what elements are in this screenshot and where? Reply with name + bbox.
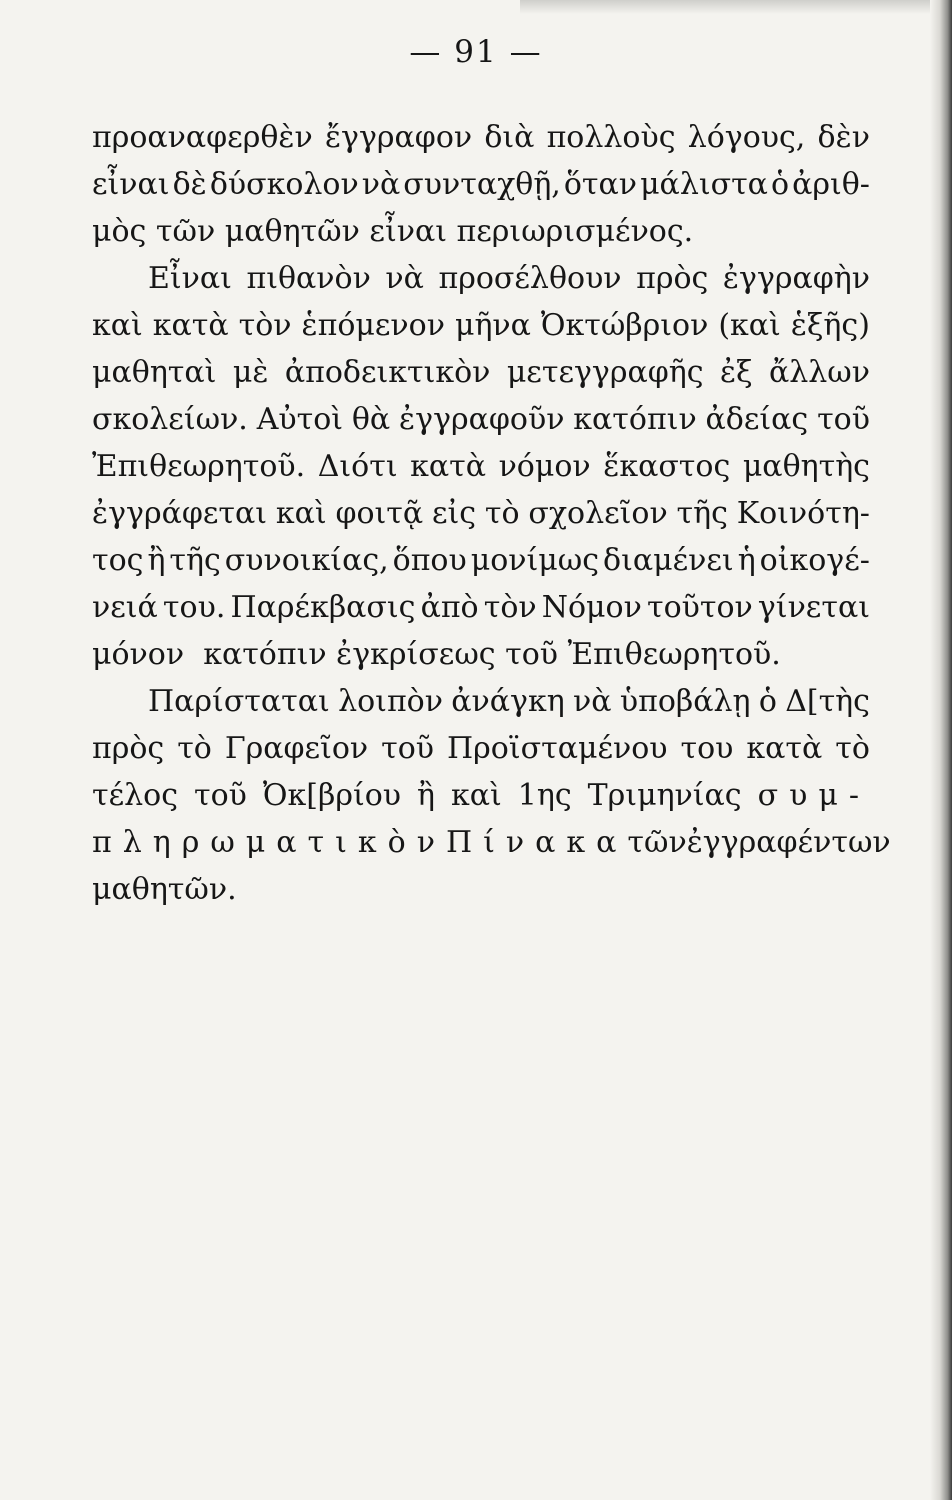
word: νὰ — [361, 167, 401, 202]
word: κατόπιν — [203, 637, 327, 672]
text-line — [92, 819, 891, 866]
word: Δ[τὴς — [785, 684, 870, 719]
word: ἄλλων — [768, 355, 870, 390]
word: τὸν — [483, 590, 537, 625]
word: ἢ — [417, 778, 435, 813]
body-text — [92, 114, 891, 913]
word: διαμένει — [603, 543, 734, 578]
word: σκολείων. — [92, 402, 248, 437]
text-line — [92, 302, 870, 349]
word: προσέλθουν — [438, 261, 622, 296]
text-line — [92, 631, 870, 678]
word: Γραφεῖον — [224, 731, 369, 766]
word: καὶ — [275, 496, 327, 531]
text-line — [92, 208, 870, 255]
word: δύσκολον — [209, 167, 359, 202]
text-line — [92, 678, 870, 725]
word: τῆς — [169, 543, 221, 578]
word: κατόπιν — [573, 402, 697, 437]
word: μόνον — [92, 637, 185, 672]
word: πολλοὺς — [546, 120, 676, 155]
word: ἐγγραφέντων — [686, 825, 891, 860]
text-line — [92, 161, 870, 208]
word: μετεγγραφῆς — [506, 355, 704, 390]
text-line — [92, 537, 870, 584]
word: τῆς — [676, 496, 728, 531]
word: συνταχθῇ, — [403, 167, 561, 202]
text-line — [92, 725, 870, 772]
word: νειά — [92, 590, 158, 625]
word: ἀποδεικτικὸν — [284, 355, 491, 390]
word: ἕκαστος — [603, 449, 731, 484]
page-number: — 91 — — [409, 34, 543, 70]
word: μονίμως — [470, 543, 600, 578]
word: ὁ — [758, 684, 777, 719]
word: ὑποβάλῃ — [619, 684, 751, 719]
word: Παρέκβασις — [230, 590, 416, 625]
word: Παρίσταται — [148, 684, 330, 719]
word: του — [680, 731, 734, 766]
word: κατὰ — [746, 731, 823, 766]
word: ἐξ — [719, 355, 753, 390]
word: Προϊσταμένου — [447, 731, 668, 766]
word: Ὀκ[βρίου — [262, 778, 402, 813]
word: γίνεται — [757, 590, 870, 625]
word: καὶ — [92, 308, 143, 343]
word: καὶ — [451, 778, 502, 813]
word: συνοικίας, — [224, 543, 389, 578]
word: Τριμηνίας — [587, 778, 742, 813]
word: τὸ — [835, 731, 870, 766]
word: τὸ — [484, 496, 520, 531]
word: Ἐπιθεωρητοῦ. — [92, 449, 306, 484]
word: Κοινότη- — [736, 496, 870, 531]
word: κατὰ — [152, 308, 229, 343]
word: ὅπου — [392, 543, 467, 578]
word: Διότι — [317, 449, 398, 484]
word: μὲ — [232, 355, 269, 390]
word: ἐγγράφεται — [92, 496, 268, 531]
word: ἐγγραφοῦν — [399, 402, 565, 437]
text-line — [92, 255, 870, 302]
word: του. — [162, 590, 226, 625]
word: λοιπὸν — [338, 684, 443, 719]
word: δὲν — [817, 120, 870, 155]
word: τὸ — [177, 731, 212, 766]
scan-shadow — [520, 0, 952, 14]
word: μαθητῶν — [224, 214, 360, 249]
word: νόμον — [498, 449, 591, 484]
word: ἡ — [737, 543, 756, 578]
word: πρὸς — [92, 731, 165, 766]
word: ἀριθ- — [792, 167, 870, 202]
word: ἀνάγκη — [451, 684, 565, 719]
word: μάλιστα — [640, 167, 768, 202]
word: τοῦ — [817, 402, 870, 437]
word: ἀδείας — [705, 402, 809, 437]
word: Νόμον — [541, 590, 642, 625]
word: ἑπόμενον — [301, 308, 445, 343]
word: προαναφερθὲν — [92, 120, 313, 155]
text-line — [92, 396, 870, 443]
word: Εἶναι — [148, 261, 232, 296]
word: πληρωματικὸν — [92, 825, 446, 860]
word: ὅταν — [563, 167, 638, 202]
word: μαθηταὶ — [92, 355, 217, 390]
word: λόγους, — [687, 120, 806, 155]
word: τῶν — [627, 825, 687, 860]
word: πρὸς — [636, 261, 709, 296]
word: διὰ — [484, 120, 535, 155]
word: Ὀκτώβριον — [540, 308, 709, 343]
word: κατὰ — [410, 449, 487, 484]
word: τῶν — [155, 214, 216, 249]
word: ἔγγραφον — [324, 120, 473, 155]
book-binding-edge — [930, 0, 952, 1500]
text-line — [92, 866, 870, 913]
word: δὲ — [172, 167, 207, 202]
text-line — [92, 772, 870, 819]
word: τοῦτον — [646, 590, 753, 625]
word: νὰ — [385, 261, 424, 296]
word: συμ- — [757, 778, 870, 813]
word: τὸν — [238, 308, 292, 343]
word: μῆνα — [454, 308, 531, 343]
word: τοῦ — [505, 637, 559, 672]
word: τοῦ — [381, 731, 435, 766]
word: νὰ — [573, 684, 612, 719]
word: Πίνακα — [445, 825, 628, 860]
word: μαθητῶν. — [92, 872, 237, 907]
word: σχολεῖον — [528, 496, 668, 531]
word: τος — [92, 543, 144, 578]
word: Αὐτοὶ — [256, 402, 344, 437]
text-line — [92, 443, 870, 490]
word: τοῦ — [194, 778, 247, 813]
word: οἰκογέ- — [759, 543, 870, 578]
word: (καὶ — [718, 308, 781, 343]
text-line — [92, 349, 870, 396]
word: εἶναι — [92, 167, 170, 202]
text-line — [92, 490, 870, 537]
text-line — [92, 114, 870, 161]
word: μαθητὴς — [742, 449, 870, 484]
word: πιθανὸν — [246, 261, 371, 296]
word: Ἐπιθεωρητοῦ. — [567, 637, 781, 672]
word: εἶναι — [369, 214, 447, 249]
word: μὸς — [92, 214, 147, 249]
text-line — [92, 584, 870, 631]
word: φοιτᾷ — [335, 496, 424, 531]
word: θὰ — [351, 402, 391, 437]
word: ὁ — [770, 167, 790, 202]
word: περιωρισμένος. — [456, 214, 694, 249]
word: ἑξῆς) — [790, 308, 870, 343]
word: τέλος — [92, 778, 179, 813]
word: 1ης — [517, 778, 572, 813]
word: ἐγγραφὴν — [722, 261, 870, 296]
word: εἰς — [431, 496, 477, 531]
word: ἐγκρίσεως — [336, 637, 496, 672]
word: ἀπὸ — [420, 590, 479, 625]
word: ἢ — [147, 543, 166, 578]
